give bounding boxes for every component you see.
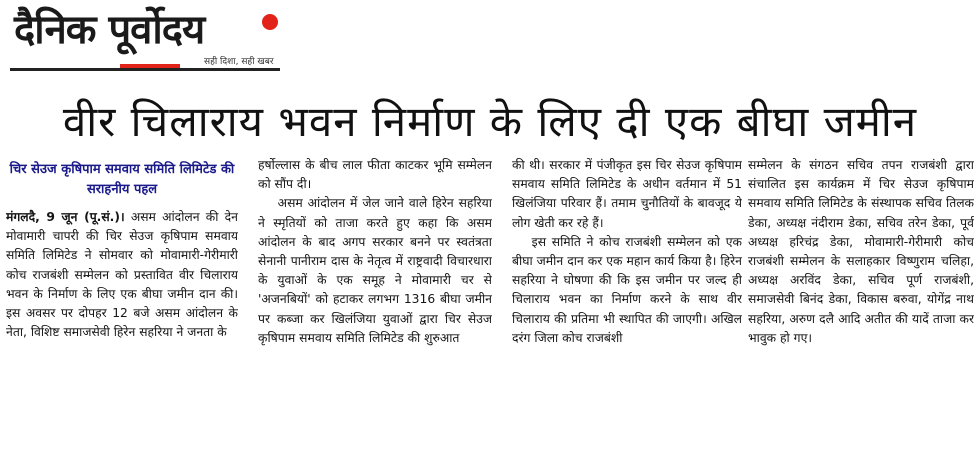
dateline: मंगलदै, 9 जून (पू.सं.)। (6, 210, 125, 224)
rising-sun-icon (262, 14, 278, 30)
article-column-3 (512, 156, 742, 454)
article-body (0, 156, 980, 454)
masthead (10, 6, 280, 72)
article-kicker: चिर सेउज कृषिपाम समवाय समिति लिमिटेड की सराहनीय पहल (9, 162, 235, 197)
article-paragraph: की थी। सरकार में पंजीकृत इस चिर सेउज कृषिपाम समवाय समिति लिमिटेड के अधीन वर्तमान में 51 खिलंजिया परिवार हैं। तमाम चुनौतियों के बावजूद ये लोग खेती कर रहे हैं। (512, 158, 742, 230)
article-headline: वीर चिलाराय भवन निर्माण के लिए दी एक बीघा जमीन (62, 97, 918, 146)
article-paragraph: इस समिति ने कोच राजबंशी सम्मेलन को एक बीघा जमीन दान कर एक महान कार्य किया है। हिरेन सहरिया ने घोषणा की कि इस जमीन पर जल्द ही चिलाराय भवन का निर्माण करने के साथ वीर चिलाराय की प्रतिमा भी स्थापित की जाएगी। अखिल दरंग जिला कोच राजबंशी (512, 234, 742, 345)
logo-rule (10, 68, 280, 71)
logo-tagline: सही दिशा, सही खबर (204, 57, 274, 67)
article-column-4 (748, 156, 974, 454)
column-text: असम आंदोलन की देन मोवामारी चापरी की चिर सेउज कृषिपाम समवाय समिति लिमिटेड ने सोमवार को मोवामारी-गेरीमारी कोच राजबंशी सम्मेलन को प्रस्तावित वीर चिलाराय भवन के निर्माण के लिए एक बीघा जमीन दान की। इस अवसर पर दोपहर 12 बजे असम आंदोलन के नेता, विशिष्ट समाजसेवी हिरेन सहरिया ने जनता के (6, 210, 238, 340)
article-paragraph: हर्षोल्लास के बीच लाल फीता काटकर भूमि सम्मेलन को सौंप दी। (258, 158, 492, 192)
article-column-2 (258, 156, 492, 454)
article-paragraph: असम आंदोलन में जेल जाने वाले हिरेन सहरिया ने स्मृतियों को ताजा करते हुए कहा कि असम आंदोलन के बाद अगप सरकार बनने पर स्वतंत्रता सेनानी पानीराम दास के नेतृत्व में राष्ट्रवादी विचारधारा के युवाओं के एक समूह ने मोवामारी चर से 'अजनबियों' को हटाकर लगभग 1316 बीघा जमीन पर कब्जा कर खिलंजिया युवाओं द्वारा चिर सेउज कृषिपाम समवाय समिति लिमिटेड की शुरुआत (258, 196, 492, 345)
article-paragraph: सम्मेलन के संगठन सचिव तपन राजबंशी द्वारा संचालित इस कार्यक्रम में चिर सेउज कृषिपाम समवाय समिति लिमिटेड के संस्थापक सचिव तिलक डेका, अध्यक्ष नंदीराम डेका, सचिव तरेन डेका, पूर्व अध्यक्ष हरिचंद्र डेका, मोवामारी-गेरीमारी कोच राजबंशी सम्मेलन के सलाहकार विष्णुराम चलिहा, अध्यक्ष अरविंद डेका, सचिव पूर्ण राजबंशी, समाजसेवी बिनंद डेका, विकास बरुवा, योगेंद्र नाथ सहरिया, अरुण दलै आदि अतीत की यादें ताजा कर भावुक हो गए। (748, 158, 974, 345)
article-column-1 (6, 156, 238, 454)
article-paragraph (6, 208, 238, 342)
newspaper-logo: दैनिक पूर्वोदय (14, 7, 205, 53)
